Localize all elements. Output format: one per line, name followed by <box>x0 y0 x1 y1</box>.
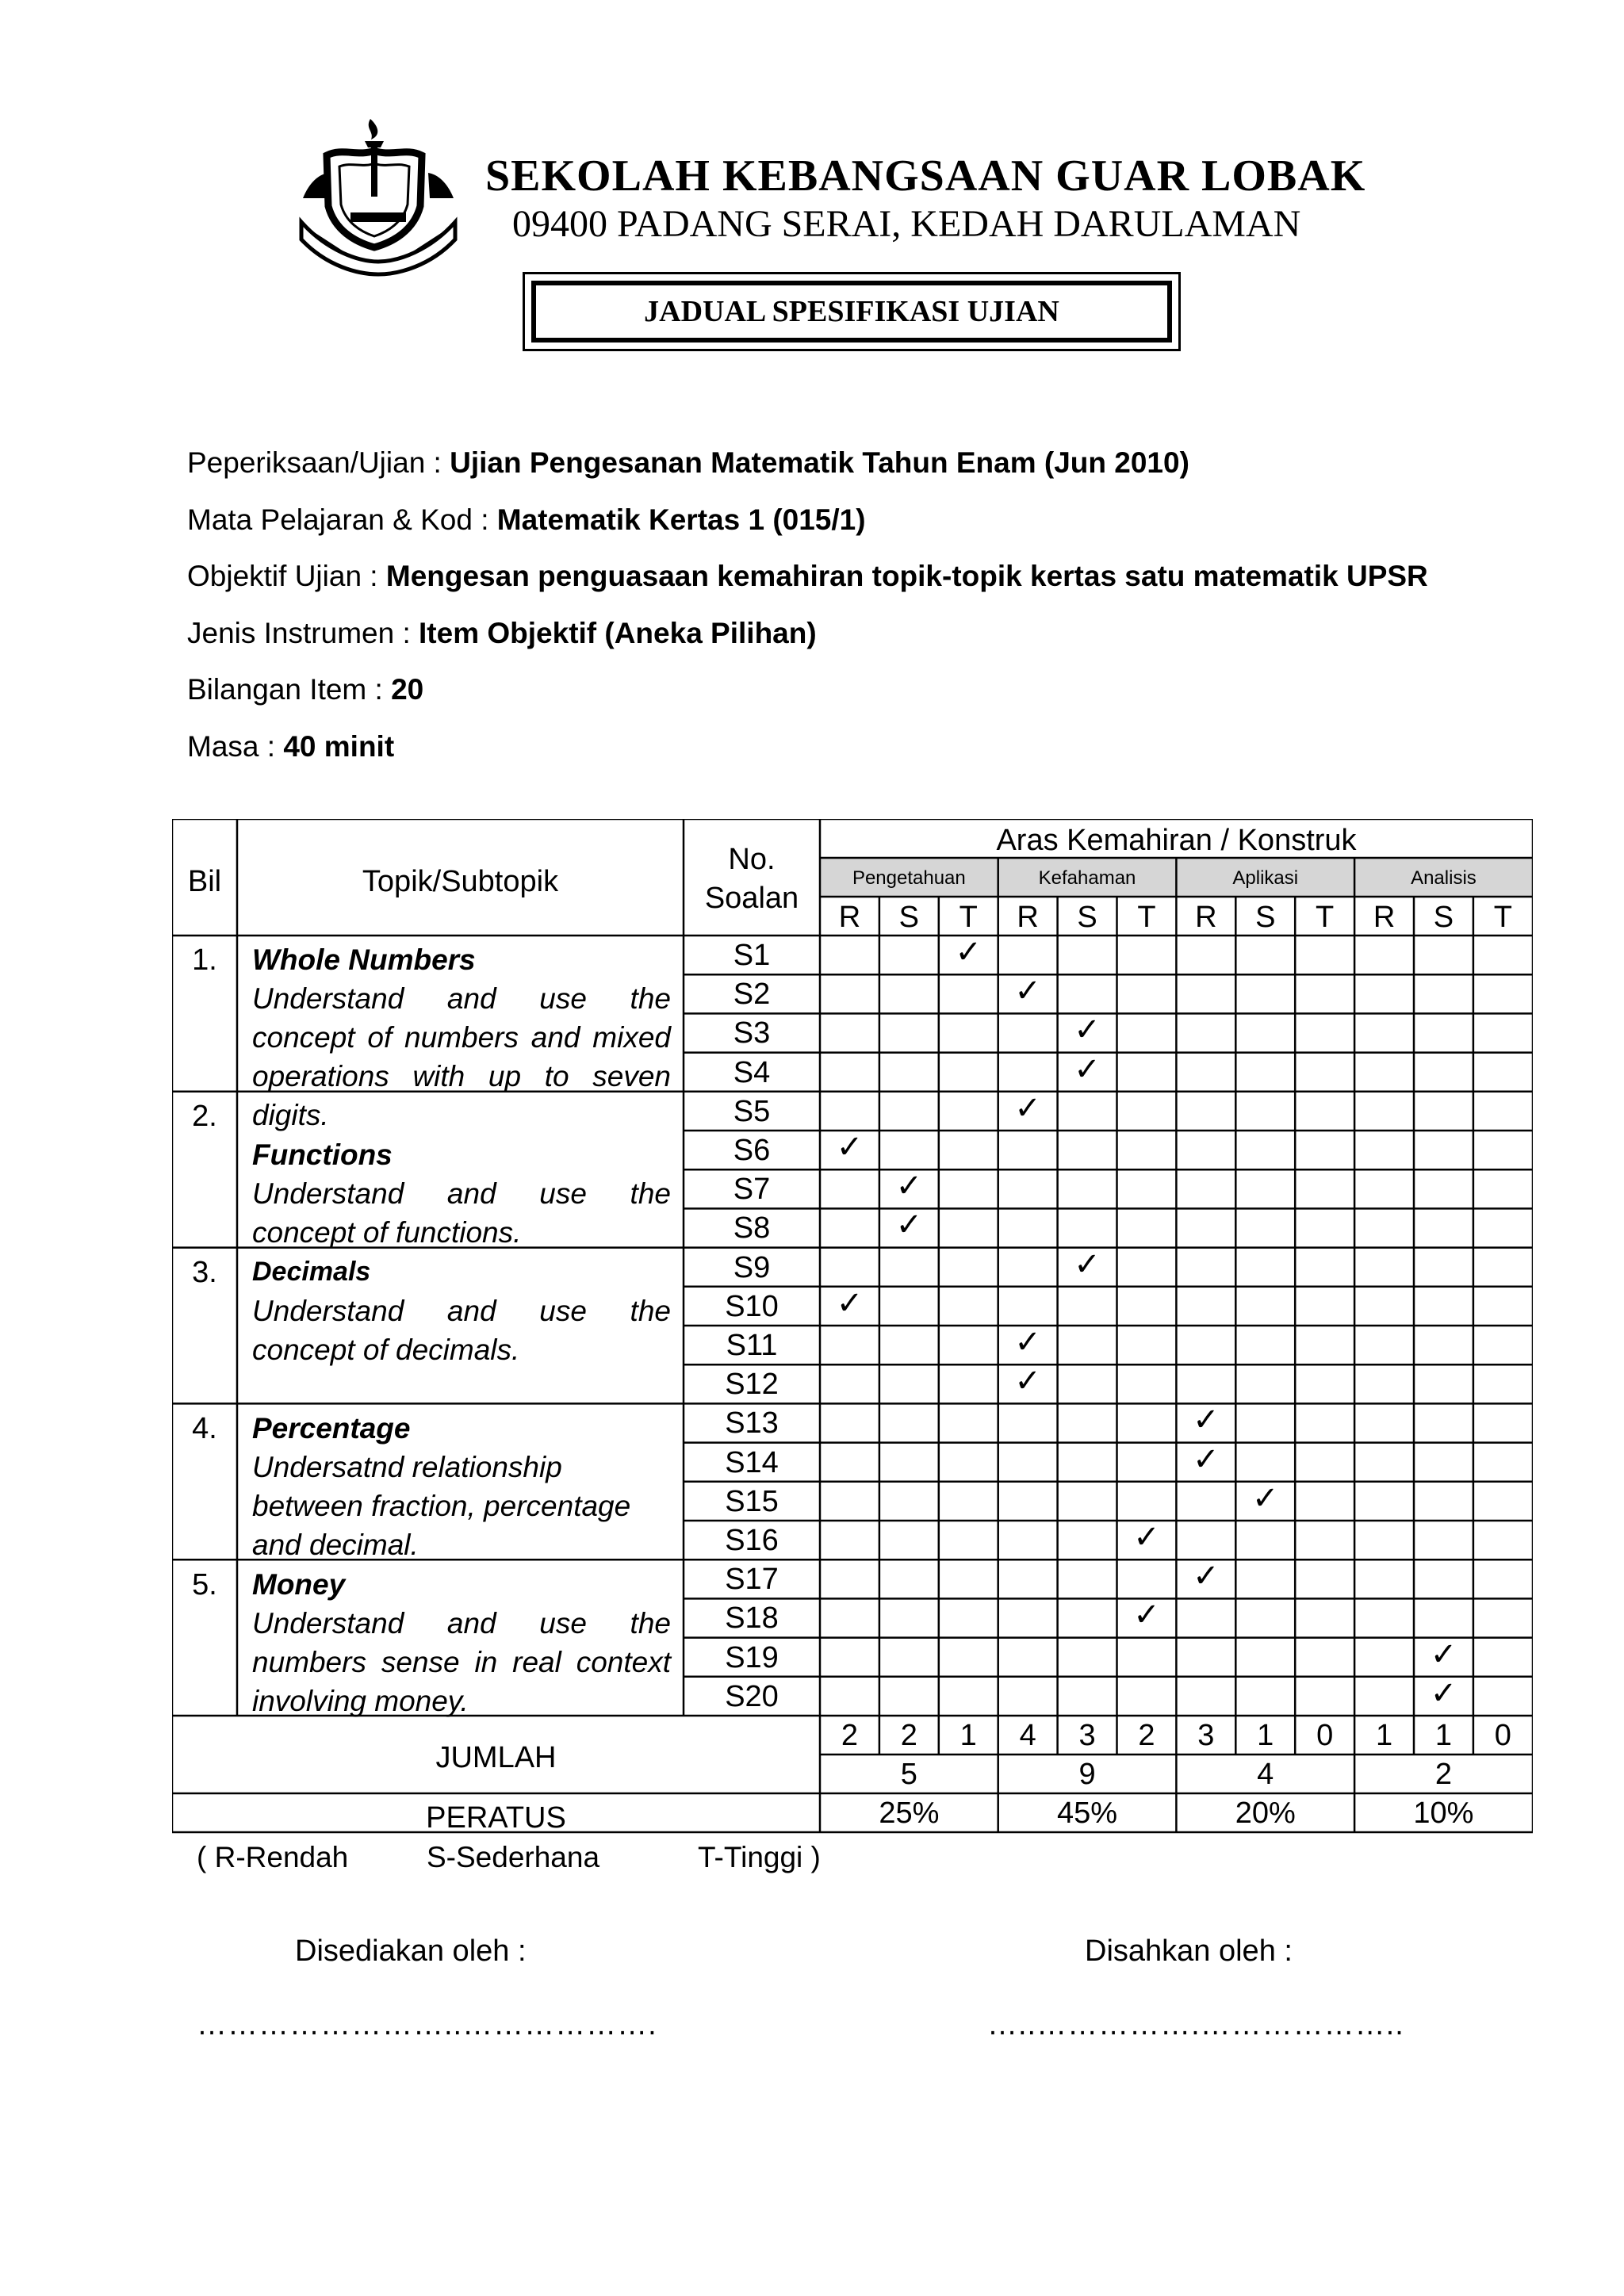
topic-1-title: Whole Numbers <box>252 943 476 976</box>
jumlah-group-total: 2 <box>1434 1758 1452 1791</box>
level-header-r: R <box>1017 901 1039 934</box>
question-number: S11 <box>726 1329 778 1362</box>
info-label: Mata Pelajaran & Kod : <box>187 503 497 536</box>
info-line-objective <box>187 560 1428 593</box>
question-number: S8 <box>733 1211 771 1246</box>
info-label: Objektif Ujian : <box>187 560 386 592</box>
prepared-by-signature-line: ……………………..………………. <box>197 2008 657 2042</box>
topic-4 <box>252 1409 671 1564</box>
topic-4-title: Percentage <box>252 1412 411 1445</box>
level-header-s: S <box>1077 901 1097 934</box>
group-header-1: Pengetahuan <box>852 867 966 889</box>
info-label: Jenis Instrumen : <box>187 617 419 649</box>
question-number: S20 <box>725 1679 779 1713</box>
question-number: S13 <box>725 1406 779 1441</box>
level-header-t: T <box>1316 901 1335 934</box>
jumlah-value: 1 <box>1434 1719 1453 1752</box>
school-address: 09400 PADANG SERAI, KEDAH DARULAMAN <box>512 203 1301 245</box>
legend-sederhana: S-Sederhana <box>427 1841 600 1873</box>
info-label: Peperiksaan/Ujian : <box>187 446 450 479</box>
level-header-t: T <box>1493 901 1512 934</box>
jumlah-value: 4 <box>1019 1719 1036 1752</box>
topic-1 <box>252 940 671 1135</box>
topic-1-description: Understand and use the concept of numbers and mixed operations with up to seven digits. <box>252 982 671 1131</box>
school-name: SEKOLAH KEBANGSAAN GUAR LOBAK <box>485 151 1366 201</box>
question-number: S4 <box>733 1055 771 1089</box>
info-value: 40 minit <box>283 730 395 763</box>
question-number: S19 <box>725 1640 779 1674</box>
peratus-value: 25% <box>879 1797 940 1830</box>
level-header-s: S <box>898 901 920 934</box>
info-line-subject <box>187 503 866 537</box>
jumlah-value: 0 <box>1316 1719 1334 1752</box>
check-mark: ✓ <box>1074 1012 1101 1049</box>
check-mark: ✓ <box>1430 1636 1457 1673</box>
jumlah-value: 2 <box>1138 1719 1155 1752</box>
approved-by-label: Disahkan oleh : <box>1085 1934 1293 1968</box>
question-number: S16 <box>725 1524 779 1557</box>
check-mark: ✓ <box>1014 973 1041 1010</box>
prepared-by-label: Disediakan oleh : <box>295 1934 527 1968</box>
info-line-duration <box>187 730 394 763</box>
check-mark: ✓ <box>1193 1402 1220 1439</box>
approved-by-signature-line: …..…………….……………….. <box>987 2008 1404 2042</box>
question-number: S3 <box>733 1016 771 1050</box>
info-line-instrument <box>187 617 817 650</box>
level-header-r: R <box>1373 901 1396 934</box>
peratus-label: PERATUS <box>426 1801 566 1835</box>
question-number: S12 <box>725 1368 779 1402</box>
question-number: S9 <box>733 1250 771 1284</box>
topic-5 <box>252 1565 671 1720</box>
check-mark: ✓ <box>1133 1597 1160 1634</box>
topic-3-title: Decimals <box>252 1257 371 1287</box>
header-bil: Bil <box>187 865 222 898</box>
info-value: Item Objektif (Aneka Pilihan) <box>419 617 817 649</box>
header-topic: Topik/Subtopik <box>362 865 559 898</box>
header-construct: Aras Kemahiran / Konstruk <box>996 824 1357 857</box>
check-mark: ✓ <box>1430 1674 1457 1712</box>
jumlah-group-total: 4 <box>1257 1758 1274 1791</box>
topic-2 <box>252 1135 671 1252</box>
check-mark: ✓ <box>1193 1441 1220 1478</box>
check-mark: ✓ <box>1074 1246 1101 1283</box>
check-mark: ✓ <box>1014 1324 1041 1360</box>
info-value: 20 <box>391 673 424 706</box>
question-number: S2 <box>733 978 771 1012</box>
legend-tinggi: T-Tinggi ) <box>698 1841 821 1873</box>
level-header-t: T <box>1137 901 1156 934</box>
question-number: S10 <box>725 1289 779 1323</box>
topic-3 <box>252 1253 671 1369</box>
question-number: S17 <box>725 1563 779 1597</box>
level-header-s: S <box>1433 901 1454 934</box>
topic-2-bil: 2. <box>192 1100 217 1133</box>
document-title: JADUAL SPESIFIKASI UJIAN <box>531 281 1172 342</box>
level-header-s: S <box>1255 901 1276 934</box>
topic-2-title: Functions <box>252 1138 393 1171</box>
group-header-4: Analisis <box>1411 867 1477 889</box>
jumlah-value: 0 <box>1494 1719 1511 1752</box>
peratus-value: 10% <box>1413 1797 1474 1830</box>
level-header-t: T <box>959 901 978 934</box>
jumlah-value: 2 <box>841 1719 859 1752</box>
check-mark: ✓ <box>1014 1089 1041 1127</box>
question-number: S6 <box>733 1134 771 1167</box>
peratus-value: 45% <box>1057 1797 1118 1830</box>
info-line-exam <box>187 446 1189 480</box>
jumlah-value: 2 <box>900 1719 917 1752</box>
question-number: S14 <box>725 1445 779 1479</box>
jumlah-label: JUMLAH <box>435 1741 557 1774</box>
topic-4-description: Undersatnd relationship between fraction, percentage and decimal. <box>252 1451 631 1561</box>
check-mark: ✓ <box>836 1129 864 1165</box>
jumlah-value: 1 <box>959 1719 977 1752</box>
question-number: S5 <box>733 1094 771 1128</box>
jumlah-value: 3 <box>1197 1719 1215 1752</box>
question-number: S18 <box>725 1601 779 1636</box>
school-crest-logo <box>295 111 462 277</box>
check-mark: ✓ <box>955 934 982 970</box>
info-value: Mengesan penguasaan kemahiran topik-topik kertas satu matematik UPSR <box>385 560 1428 592</box>
info-line-item-count <box>187 673 423 706</box>
topic-2-description: Understand and use the concept of functions. <box>252 1177 671 1249</box>
topic-5-bil: 5. <box>192 1568 217 1601</box>
document-title-box <box>523 272 1181 351</box>
info-label: Masa : <box>187 730 284 763</box>
jumlah-group-total: 9 <box>1078 1758 1096 1791</box>
topic-5-description: Understand and use the numbers sense in real context involving money. <box>252 1607 671 1717</box>
check-mark: ✓ <box>1251 1479 1279 1517</box>
jumlah-value: 3 <box>1078 1719 1096 1752</box>
question-number: S15 <box>725 1484 779 1518</box>
jumlah-value: 1 <box>1375 1719 1393 1752</box>
level-header-r: R <box>1195 901 1217 934</box>
check-mark: ✓ <box>1074 1050 1101 1088</box>
group-header-3: Aplikasi <box>1232 867 1299 889</box>
header-no-line1: No. <box>728 843 776 876</box>
check-mark: ✓ <box>1014 1363 1041 1400</box>
header-no-line2: Soalan <box>704 882 799 915</box>
check-mark: ✓ <box>1133 1519 1160 1556</box>
check-mark: ✓ <box>895 1207 923 1244</box>
check-mark: ✓ <box>836 1284 864 1322</box>
info-label: Bilangan Item : <box>187 673 392 706</box>
level-header-r: R <box>838 901 861 934</box>
question-number: S7 <box>733 1173 771 1207</box>
jumlah-value: 1 <box>1257 1719 1274 1752</box>
topic-4-bil: 4. <box>192 1412 217 1445</box>
info-value: Ujian Pengesanan Matematik Tahun Enam (Jun 2010) <box>450 446 1189 479</box>
group-header-2: Kefahaman <box>1038 867 1136 889</box>
topic-1-bil: 1. <box>192 943 217 977</box>
check-mark: ✓ <box>895 1168 923 1205</box>
peratus-value: 20% <box>1235 1797 1296 1830</box>
jumlah-group-total: 5 <box>900 1758 917 1791</box>
topic-3-description: Understand and use the concept of decimals. <box>252 1295 671 1366</box>
question-number: S1 <box>733 939 771 972</box>
legend-rendah: ( R-Rendah <box>197 1841 349 1873</box>
info-value: Matematik Kertas 1 (015/1) <box>496 503 866 536</box>
topic-3-bil: 3. <box>192 1256 217 1289</box>
topic-5-title: Money <box>252 1568 346 1601</box>
check-mark: ✓ <box>1193 1558 1220 1595</box>
